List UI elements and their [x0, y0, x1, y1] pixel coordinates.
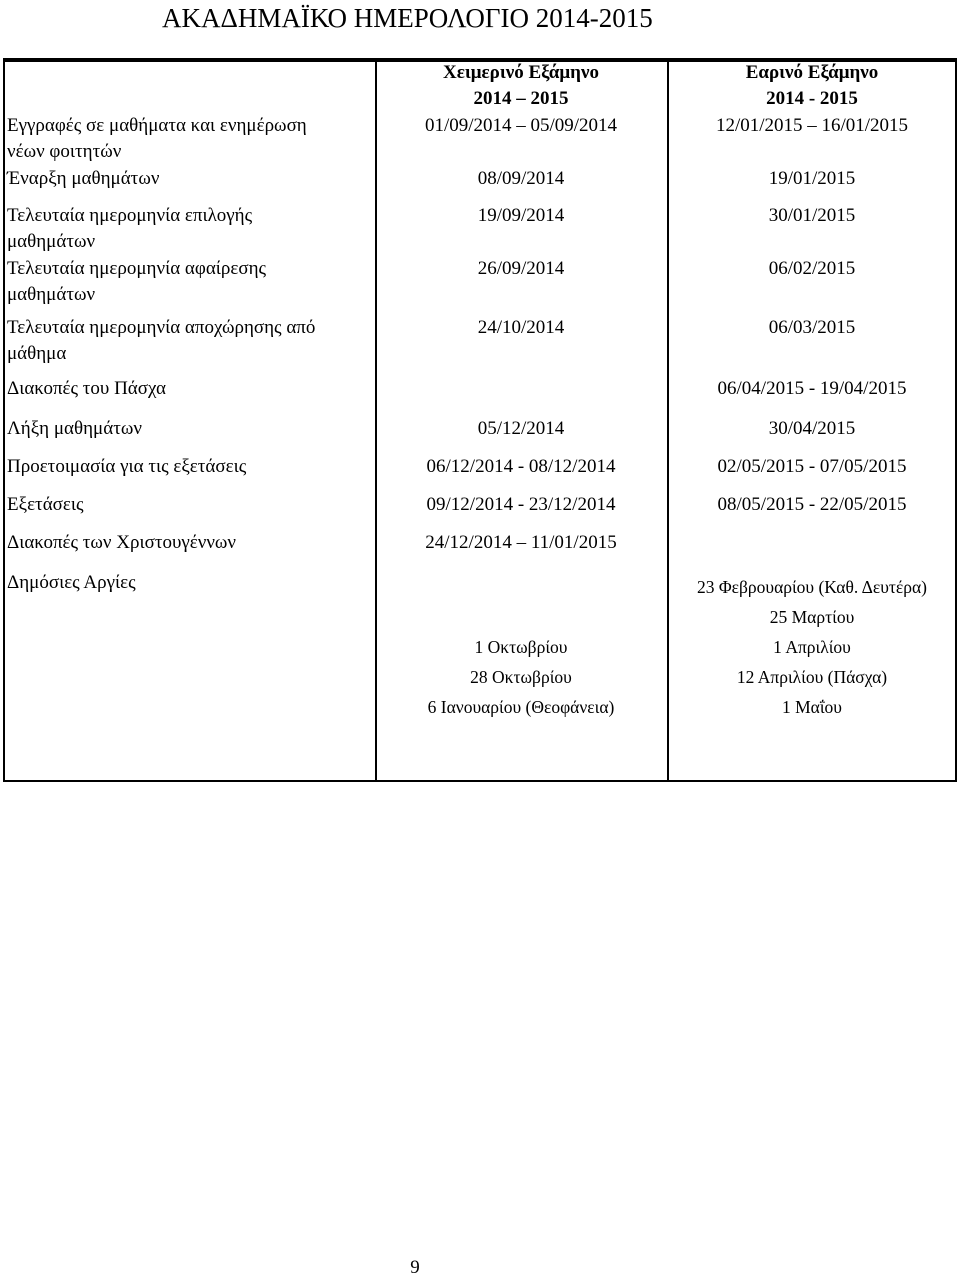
spring-holiday: 12 Απριλίου (Πάσχα) [736, 667, 888, 687]
spring-removal-deadline: 06/02/2015 [768, 258, 856, 279]
winter-semester-years: 2014 – 2015 [473, 88, 569, 109]
winter-registration-date: 01/09/2014 – 05/09/2014 [424, 115, 618, 136]
page-title: ΑΚΑΔΗΜΑΪΚΟ ΗΜΕΡΟΛΟΓΙΟ 2014-2015 [162, 3, 653, 33]
spring-exam-prep: 02/05/2015 - 07/05/2015 [717, 456, 907, 477]
page-number: 9 [410, 1257, 420, 1278]
row-label-removal-deadline: Τελευταία ημερομηνία αφαίρεσης [7, 258, 267, 279]
row-label-start: Έναρξη μαθημάτων [7, 168, 160, 189]
row-label-holidays: Δημόσιες Αργίες [7, 572, 136, 593]
winter-start-date: 08/09/2014 [477, 168, 565, 189]
row-label-exam-prep: Προετοιμασία για τις εξετάσεις [7, 456, 247, 477]
winter-holiday: 1 Οκτωβρίου [474, 637, 568, 657]
winter-selection-deadline: 19/09/2014 [477, 205, 565, 226]
winter-removal-deadline: 26/09/2014 [477, 258, 565, 279]
spring-registration-date: 12/01/2015 – 16/01/2015 [715, 115, 909, 136]
row-label-selection-deadline-cont: μαθημάτων [7, 231, 96, 252]
spring-selection-deadline: 30/01/2015 [768, 205, 856, 226]
row-label-exams: Εξετάσεις [7, 494, 84, 515]
row-label-christmas: Διακοπές των Χριστουγέννων [7, 532, 237, 553]
winter-holiday: 6 Ιανουαρίου (Θεοφάνεια) [427, 697, 615, 717]
spring-holiday: 1 Απριλίου [773, 637, 851, 657]
spring-semester-years: 2014 - 2015 [766, 88, 858, 109]
spring-holiday: 23 Φεβρουαρίου (Καθ. Δευτέρα) [697, 577, 927, 597]
row-label-registration: Εγγραφές σε μαθήματα και ενημέρωση [7, 115, 307, 136]
spring-exams: 08/05/2015 - 22/05/2015 [717, 494, 907, 515]
row-label-withdrawal-deadline-cont: μάθημα [7, 343, 67, 364]
row-label-removal-deadline-cont: μαθημάτων [7, 284, 96, 305]
spring-holiday: 1 Μαΐου [782, 697, 842, 717]
spring-easter-break: 06/04/2015 - 19/04/2015 [717, 378, 907, 399]
spring-semester-header: Εαρινό Εξάμηνο [745, 62, 879, 83]
spring-end-date: 30/04/2015 [768, 418, 856, 439]
row-label-selection-deadline: Τελευταία ημερομηνία επιλογής [7, 205, 253, 226]
winter-exam-prep: 06/12/2014 - 08/12/2014 [426, 456, 616, 477]
winter-end-date: 05/12/2014 [477, 418, 565, 439]
spring-holiday: 25 Μαρτίου [769, 607, 855, 627]
winter-holiday: 28 Οκτωβρίου [470, 667, 572, 687]
winter-exams: 09/12/2014 - 23/12/2014 [426, 494, 616, 515]
row-label-easter: Διακοπές του Πάσχα [7, 378, 166, 399]
row-label-withdrawal-deadline: Τελευταία ημερομηνία αποχώρησης από [7, 317, 316, 338]
row-label-end: Λήξη μαθημάτων [7, 418, 142, 439]
winter-christmas-break: 24/12/2014 – 11/01/2015 [425, 532, 617, 553]
winter-withdrawal-deadline: 24/10/2014 [477, 317, 565, 338]
winter-semester-header: Χειμερινό Εξάμηνο [443, 62, 599, 83]
spring-withdrawal-deadline: 06/03/2015 [768, 317, 856, 338]
row-label-registration-cont: νέων φοιτητών [7, 141, 122, 162]
spring-start-date: 19/01/2015 [768, 168, 856, 189]
